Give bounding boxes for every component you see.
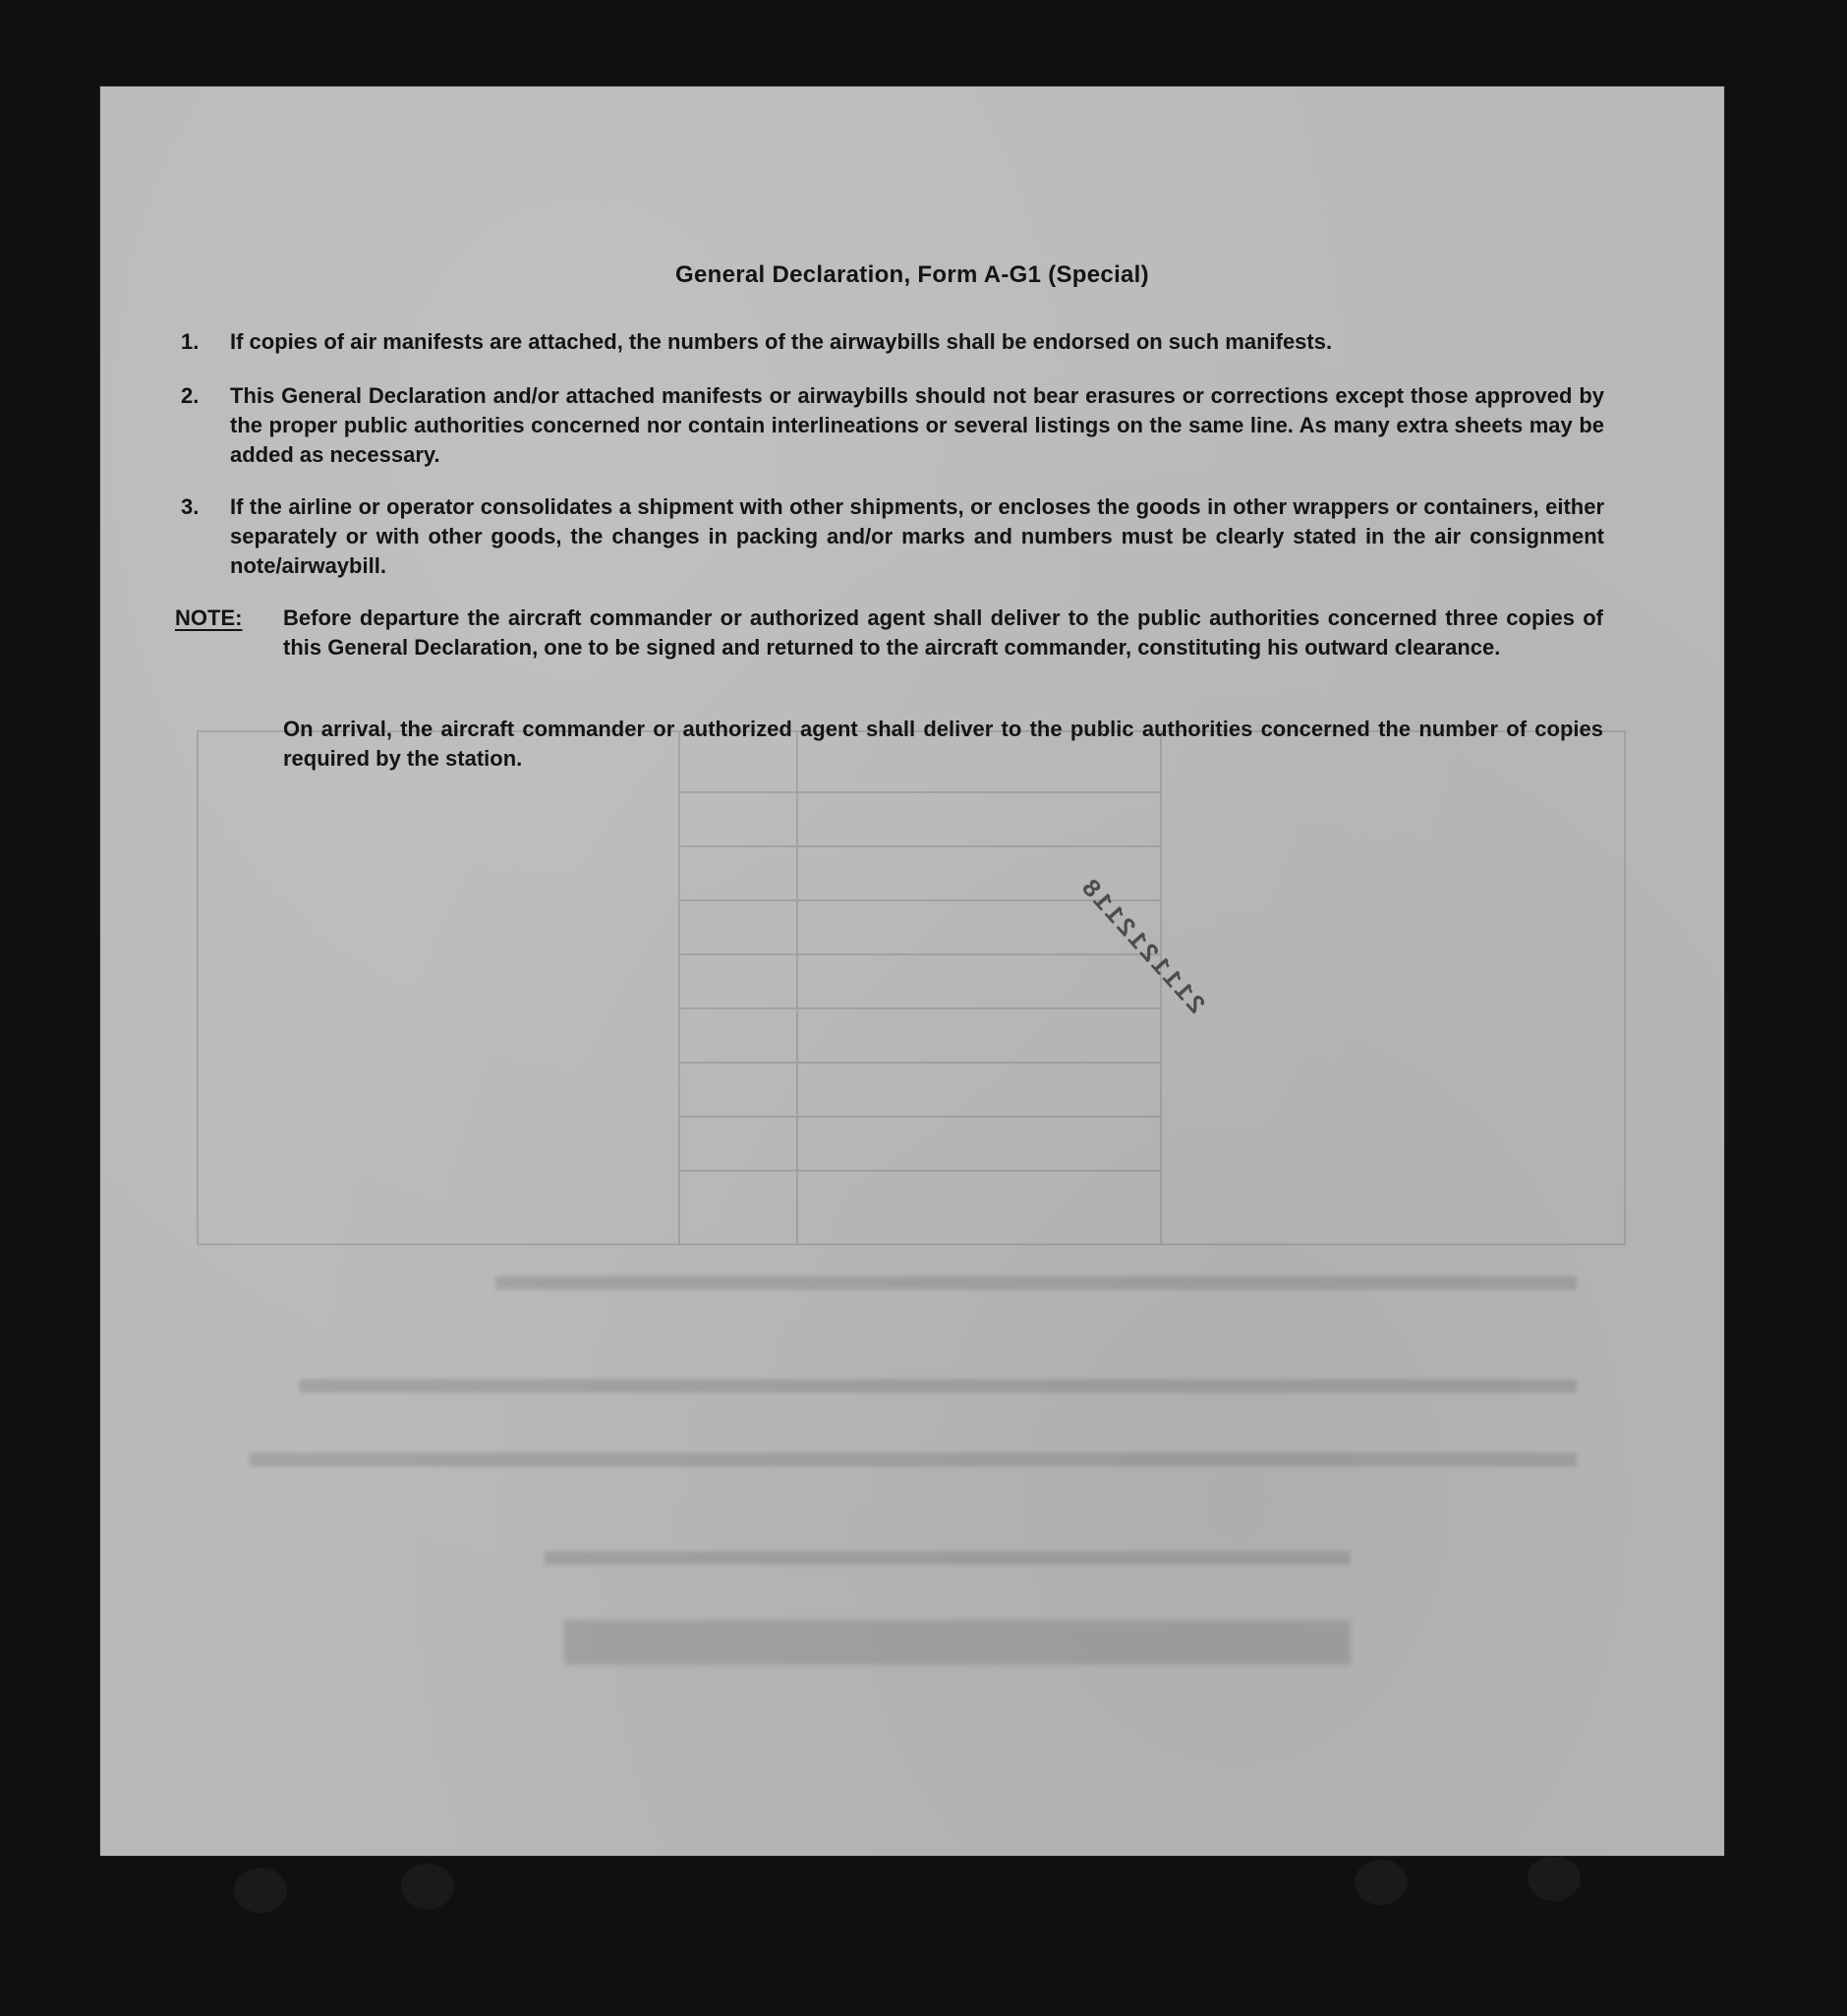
punch-hole [234, 1868, 287, 1913]
punch-hole [1355, 1860, 1408, 1905]
item-number: 2. [181, 383, 200, 408]
document-title: General Declaration, Form A-G1 (Special) [675, 261, 1149, 288]
document-page [100, 86, 1724, 1856]
punch-hole [401, 1864, 454, 1909]
item-text: If copies of air manifests are attached, the numbers of the airwaybills shall be endorsed on such manifests. [230, 329, 1333, 354]
note-text: Before departure the aircraft commander or authorized agent shall deliver to the public authorities concerned three copies of this General Declaration, one to be signed and returned to the aircraft commander, constituting his outward clearance. [283, 605, 1603, 660]
mirrored-stamp-number: 2111212118 [1072, 872, 1211, 1021]
punch-hole [1528, 1856, 1581, 1901]
item-number: 1. [181, 329, 200, 354]
document-content [100, 86, 1724, 1856]
item-text: This General Declaration and/or attached manifests or airwaybills should not bear erasures or corrections except those approved by the proper public authorities concerned nor contain interlineations or several listings on the same line. As many extra sheets may be added as necessary. [230, 383, 1604, 467]
note-text: On arrival, the aircraft commander or authorized agent shall deliver to the public authorities concerned the number of copies required by the station. [283, 717, 1603, 771]
item-number: 3. [181, 494, 200, 519]
item-text: If the airline or operator consolidates a shipment with other shipments, or encloses the goods in other wrappers or containers, either separately or with other goods, the changes in packing and/or marks and numbers must be clearly stated in the air consignment note/airwaybill. [230, 494, 1604, 578]
note-label: NOTE: [175, 605, 243, 630]
